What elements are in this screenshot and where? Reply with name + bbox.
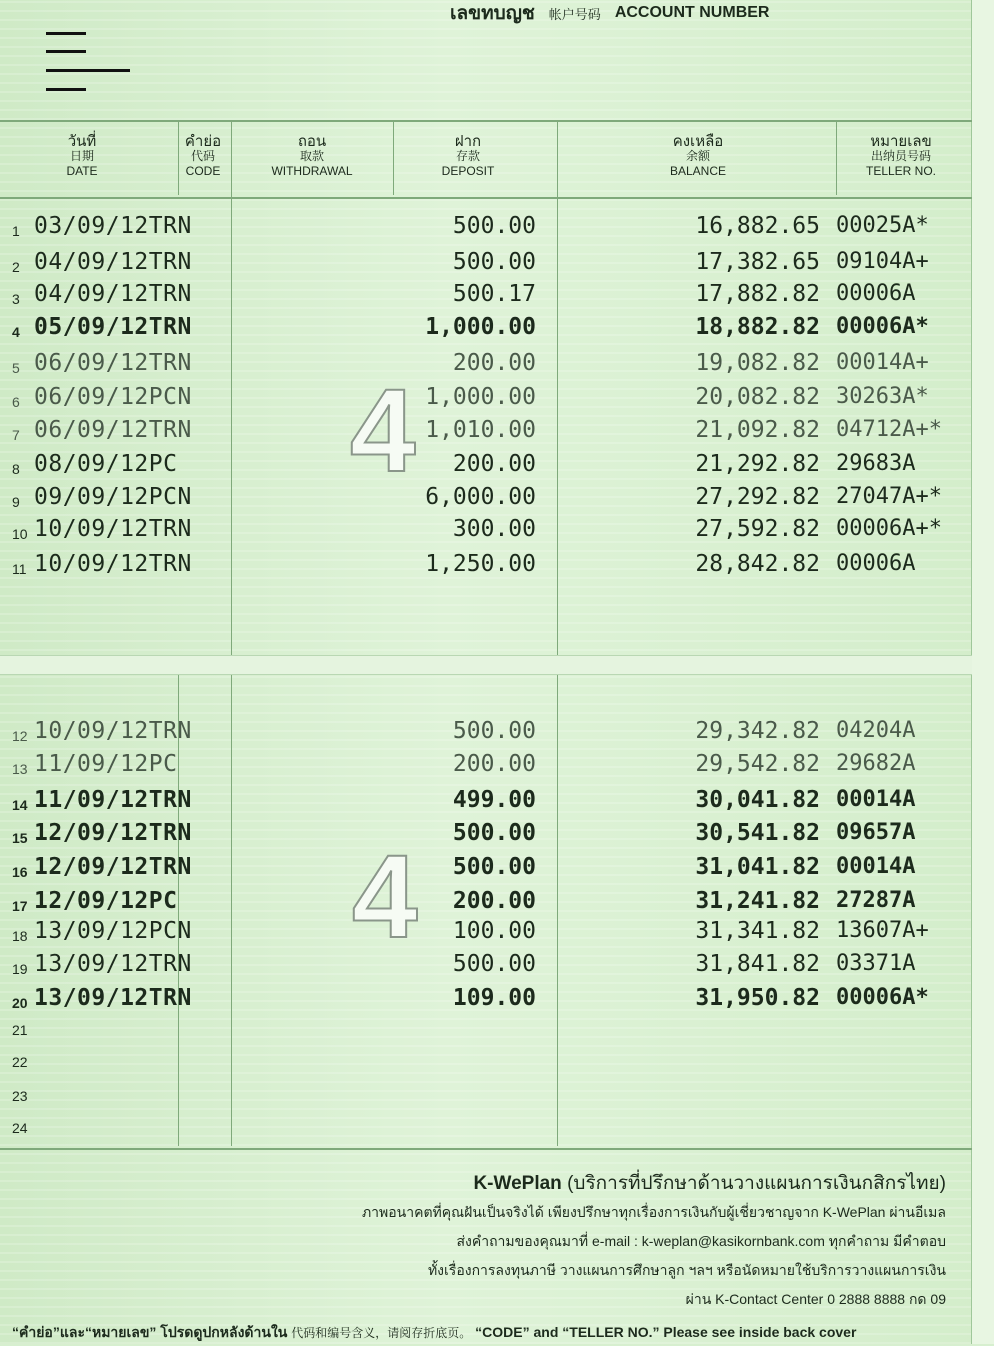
teller-number: 13607A+ xyxy=(836,918,929,943)
transaction-row xyxy=(0,1078,972,1108)
footer xyxy=(0,1148,972,1346)
teller-number: 00014A+ xyxy=(836,350,929,375)
balance-amount: 27,292.82 xyxy=(695,484,820,510)
row-number: 7 xyxy=(12,427,20,443)
col-code-thai: คำย่อ xyxy=(184,133,222,150)
transaction-date-code: 04/09/12TRN xyxy=(34,249,192,275)
deposit-amount: 1,000.00 xyxy=(425,384,536,410)
row-number: 18 xyxy=(12,928,28,944)
footer-line: ส่งคำถามของคุณมาที่ e-mail : k-weplan@kasikornbank.com ทุกคำถาม มีคำตอบ xyxy=(456,1233,946,1249)
deposit-amount: 300.00 xyxy=(452,516,536,542)
col-balance-english: BALANCE xyxy=(669,164,727,178)
col-withdrawal xyxy=(256,134,368,179)
row-number: 21 xyxy=(12,1022,28,1038)
deposit-amount: 500.00 xyxy=(452,718,536,744)
transaction-date-code: 10/09/12TRN xyxy=(34,718,192,744)
transaction-row xyxy=(0,281,972,311)
deposit-amount: 499.00 xyxy=(452,787,536,813)
transaction-row xyxy=(0,451,972,481)
balance-amount: 18,882.82 xyxy=(695,314,820,340)
balance-amount: 31,341.82 xyxy=(695,918,820,944)
transaction-date-code: 12/09/12TRN xyxy=(34,820,192,846)
row-number: 1 xyxy=(12,223,20,239)
balance-amount: 31,950.82 xyxy=(695,985,820,1011)
account-label-english: ACCOUNT NUMBER xyxy=(614,4,770,21)
teller-number: 00014A xyxy=(836,854,916,879)
row-number: 24 xyxy=(12,1120,28,1136)
deposit-amount: 500.00 xyxy=(452,854,536,880)
transaction-date-code: 13/09/12PCN xyxy=(34,918,192,944)
row-number: 22 xyxy=(12,1054,28,1070)
deposit-amount: 1,250.00 xyxy=(425,551,536,577)
deposit-amount: 500.00 xyxy=(452,951,536,977)
column-divider xyxy=(178,122,179,195)
col-teller-thai: หมายเลข xyxy=(870,133,932,150)
transaction-row xyxy=(0,718,972,748)
account-number-header xyxy=(450,0,950,26)
col-date-chinese: 日期 xyxy=(69,149,94,163)
row-number: 15 xyxy=(12,830,28,846)
transaction-row xyxy=(0,249,972,279)
pen-mark xyxy=(46,88,86,91)
transaction-row xyxy=(0,314,972,344)
row-number: 13 xyxy=(12,761,28,777)
teller-number: 09104A+ xyxy=(836,249,929,274)
transaction-date-code: 05/09/12TRN xyxy=(34,314,192,340)
row-number: 23 xyxy=(12,1088,28,1104)
transaction-date-code: 06/09/12TRN xyxy=(34,417,192,443)
balance-amount: 19,082.82 xyxy=(695,350,820,376)
row-number: 16 xyxy=(12,864,28,880)
col-deposit-thai: ฝาก xyxy=(454,133,482,150)
deposit-amount: 500.17 xyxy=(452,281,536,307)
col-deposit-chinese: 存款 xyxy=(455,149,480,163)
col-withdrawal-thai: ถอน xyxy=(297,133,327,150)
col-balance xyxy=(640,134,756,179)
teller-number: 04204A xyxy=(836,718,916,743)
teller-number: 00006A xyxy=(836,551,916,576)
teller-number: 00025A* xyxy=(836,213,929,238)
row-number: 20 xyxy=(12,995,28,1011)
deposit-amount: 500.00 xyxy=(452,213,536,239)
transaction-row xyxy=(0,985,972,1015)
page-edge xyxy=(971,0,994,1344)
transaction-row xyxy=(0,213,972,243)
transaction-row xyxy=(0,888,972,918)
row-number: 12 xyxy=(12,728,28,744)
transaction-row xyxy=(0,484,972,514)
col-teller xyxy=(846,134,956,179)
balance-amount: 30,541.82 xyxy=(695,820,820,846)
deposit-amount: 200.00 xyxy=(452,350,536,376)
bottom-note-thai: “คำย่อ”และ“หมายเลข” โปรดดูปกหลังด้านใน xyxy=(12,1324,288,1340)
pen-mark xyxy=(46,50,86,53)
transaction-date-code: 12/09/12PC xyxy=(34,888,178,914)
teller-number: 03371A xyxy=(836,951,916,976)
transaction-row xyxy=(0,516,972,546)
transaction-date-code: 04/09/12TRN xyxy=(34,281,192,307)
transaction-row xyxy=(0,854,972,884)
row-number: 6 xyxy=(12,394,20,410)
deposit-amount: 6,000.00 xyxy=(425,484,536,510)
balance-amount: 17,882.82 xyxy=(695,281,820,307)
transaction-date-code: 11/09/12TRN xyxy=(34,787,192,813)
transaction-date-code: 06/09/12PCN xyxy=(34,384,192,410)
col-teller-english: TELLER NO. xyxy=(865,164,937,178)
row-number: 2 xyxy=(12,259,20,275)
transaction-row xyxy=(0,1110,972,1140)
col-deposit xyxy=(410,134,526,179)
deposit-amount: 500.00 xyxy=(452,820,536,846)
teller-number: 27047A+* xyxy=(836,484,942,509)
balance-amount: 29,542.82 xyxy=(695,751,820,777)
transaction-row xyxy=(0,918,972,948)
kweplan-brand: K-WePlan xyxy=(473,1173,562,1194)
transaction-date-code: 11/09/12PC xyxy=(34,751,178,777)
row-number: 19 xyxy=(12,961,28,977)
teller-number: 04712A+* xyxy=(836,417,942,442)
row-number: 3 xyxy=(12,291,20,307)
transaction-date-code: 09/09/12PCN xyxy=(34,484,192,510)
col-date-english: DATE xyxy=(66,164,98,178)
balance-amount: 21,292.82 xyxy=(695,451,820,477)
col-code xyxy=(178,134,228,179)
transaction-row xyxy=(0,417,972,447)
transaction-row xyxy=(0,751,972,781)
transaction-date-code: 08/09/12PC xyxy=(34,451,178,477)
row-number: 11 xyxy=(12,561,27,577)
transaction-date-code: 10/09/12TRN xyxy=(34,551,192,577)
column-divider xyxy=(393,122,394,195)
account-label-thai: เลขทบญช xyxy=(450,3,535,24)
balance-amount: 31,841.82 xyxy=(695,951,820,977)
transaction-date-code: 03/09/12TRN xyxy=(34,213,192,239)
deposit-amount: 200.00 xyxy=(452,451,536,477)
transaction-date-code: 13/09/12TRN xyxy=(34,951,192,977)
deposit-amount: 200.00 xyxy=(452,751,536,777)
teller-number: 00006A* xyxy=(836,314,929,339)
teller-number: 29682A xyxy=(836,751,916,776)
page-fold xyxy=(0,655,972,675)
teller-number: 09657A xyxy=(836,820,916,845)
column-divider xyxy=(836,122,837,195)
kweplan-title xyxy=(473,1168,946,1198)
row-number: 8 xyxy=(12,461,20,477)
transaction-row xyxy=(0,551,972,581)
teller-number: 00006A+* xyxy=(836,516,942,541)
col-code-chinese: 代码 xyxy=(190,149,215,163)
footer-line: ทั้งเรื่องการลงทุนภาษี วางแผนการศึกษาลูก ฯลฯ หรือนัดหมายใช้บริการวางแผนการเงิน xyxy=(427,1262,946,1278)
bottom-note-chinese: 代码和编号含义，请阅存折底页。 xyxy=(291,1326,472,1340)
teller-number: 29683A xyxy=(836,451,916,476)
bottom-note-english: “CODE” and “TELLER NO.” Please see inside back cover xyxy=(475,1324,857,1340)
transaction-date-code: 13/09/12TRN xyxy=(34,985,192,1011)
balance-amount: 31,041.82 xyxy=(695,854,820,880)
column-header xyxy=(0,120,972,199)
col-withdrawal-chinese: 取款 xyxy=(299,149,324,163)
balance-amount: 16,882.65 xyxy=(695,213,820,239)
deposit-amount: 1,010.00 xyxy=(425,417,536,443)
transaction-row xyxy=(0,951,972,981)
row-number: 4 xyxy=(12,324,20,340)
col-deposit-english: DEPOSIT xyxy=(441,164,495,178)
balance-amount: 29,342.82 xyxy=(695,718,820,744)
page-number-watermark: 4 xyxy=(352,831,418,963)
col-date xyxy=(40,134,124,179)
teller-number: 00006A xyxy=(836,281,916,306)
teller-number: 00006A* xyxy=(836,985,929,1010)
deposit-amount: 109.00 xyxy=(452,985,536,1011)
col-date-thai: วันที่ xyxy=(67,133,97,150)
transaction-row xyxy=(0,1044,972,1074)
balance-amount: 20,082.82 xyxy=(695,384,820,410)
balance-amount: 28,842.82 xyxy=(695,551,820,577)
row-number: 17 xyxy=(12,898,28,914)
balance-amount: 17,382.65 xyxy=(695,249,820,275)
col-withdrawal-english: WITHDRAWAL xyxy=(271,164,353,178)
col-teller-chinese: 出纳员号码 xyxy=(870,149,931,163)
page-number-watermark: 4 xyxy=(350,365,416,497)
kweplan-subtitle: (บริการที่ปรึกษาด้านวางแผนการเงินกสิกรไทย) xyxy=(567,1173,946,1194)
transaction-date-code: 12/09/12TRN xyxy=(34,854,192,880)
footer-line: ผ่าน K-Contact Center 0 2888 8888 กด 09 xyxy=(685,1291,946,1307)
balance-amount: 30,041.82 xyxy=(695,787,820,813)
transaction-row xyxy=(0,384,972,414)
transaction-date-code: 06/09/12TRN xyxy=(34,350,192,376)
row-number: 14 xyxy=(12,797,28,813)
pen-mark xyxy=(46,32,86,35)
deposit-amount: 200.00 xyxy=(452,888,536,914)
balance-amount: 21,092.82 xyxy=(695,417,820,443)
deposit-amount: 1,000.00 xyxy=(425,314,536,340)
row-number: 9 xyxy=(12,494,20,510)
col-balance-chinese: 余额 xyxy=(685,149,710,163)
teller-number: 27287A xyxy=(836,888,916,913)
teller-number: 00014A xyxy=(836,787,916,812)
transaction-row xyxy=(0,820,972,850)
footer-line: ภาพอนาคตที่คุณฝันเป็นจริงได้ เพียงปรึกษาทุกเรื่องการเงินกับผู้เชี่ยวชาญจาก K-WePlan ผ่านอีเมล xyxy=(361,1204,946,1220)
row-number: 10 xyxy=(12,526,28,542)
balance-amount: 31,241.82 xyxy=(695,888,820,914)
transaction-date-code: 10/09/12TRN xyxy=(34,516,192,542)
account-label-chinese: 帐户号码 xyxy=(548,6,601,22)
teller-number: 30263A* xyxy=(836,384,929,409)
col-code-english: CODE xyxy=(185,164,221,178)
deposit-amount: 100.00 xyxy=(452,918,536,944)
transaction-row xyxy=(0,1012,972,1042)
row-number: 5 xyxy=(12,360,20,376)
pen-mark xyxy=(46,69,130,72)
deposit-amount: 500.00 xyxy=(452,249,536,275)
transaction-row xyxy=(0,787,972,817)
col-balance-thai: คงเหลือ xyxy=(672,133,724,150)
bottom-note xyxy=(12,1322,856,1344)
balance-amount: 27,592.82 xyxy=(695,516,820,542)
transaction-row xyxy=(0,350,972,380)
